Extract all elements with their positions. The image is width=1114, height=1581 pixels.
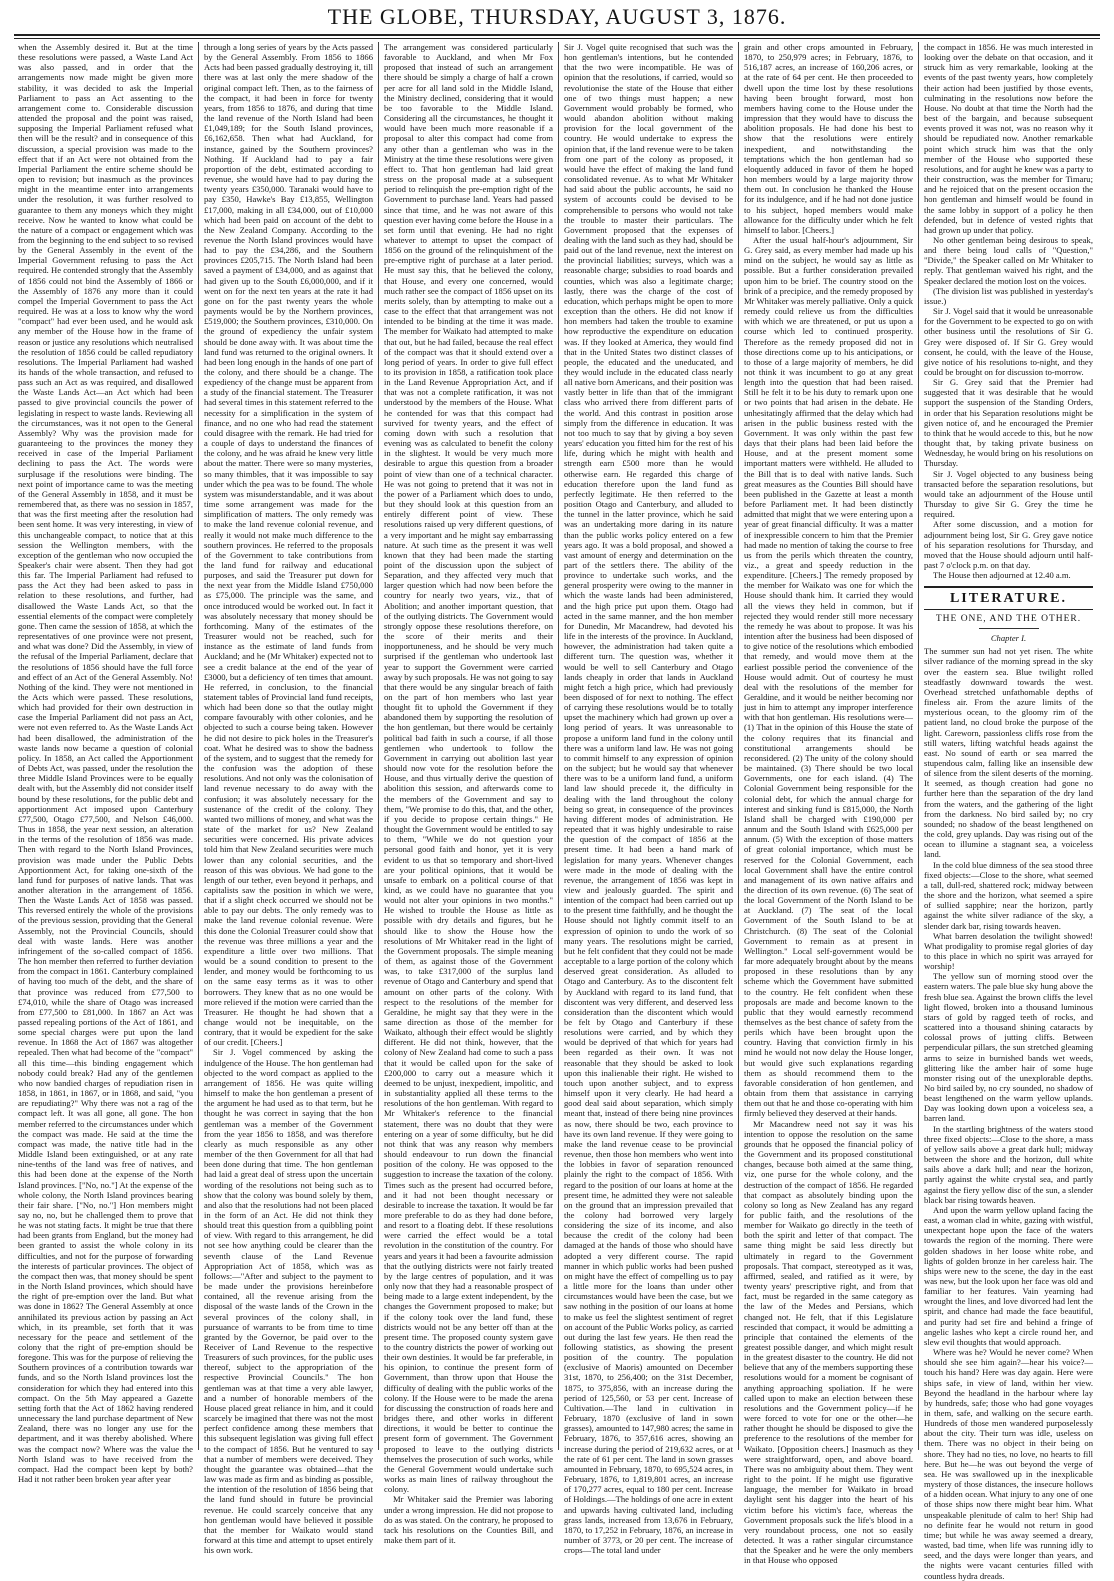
column-5 <box>738 42 918 1566</box>
article-paragraph: the compact in 1856. He was much interested in looking over the debate on that occasion, and it struck him as very remarkable, looking at the events of the past twenty years, how completely their action had been justified by those events, culminating in the resolutions now before the House. No doubt at that time the North had the best of the bargain, and because subsequent events proved it was not, was no reason why it should be repudiated now. Another remarkable point which struck him was that the only member of the House who supported these resolutions, and for aught he knew was a party to their construction, was the member for Timaru; and he rejoiced that on the present occasion the hon gentleman and himself would be found in the same lobby in support of a policy he then defended, but in defence of vested rights that had grown up under that policy. <box>924 42 1093 235</box>
story-paragraph: What barren desolation the twilight showed! What prodigality to promise regal glories of day to this place in which no spirit was arrayed for worship! <box>924 930 1093 972</box>
masthead-rule-thin <box>14 38 1100 39</box>
story-paragraph: And upon the warm yellow upland facing the east, a woman clad in white, gazing with wistful, unexpectant hope upon the face of the waters towards the region of the morning. There were golden shadows in her loose white robe, and lights of golden bronze in her careless hair. The ships were new to the scene, the day in the east was new, but the look upon her face was old and familiar to her features. Vain yearning had wrought the lines, and love divorced had lent the spirit, and chance had made the face beautiful, and purity had set fire and behind a fringe of angelic lashes who kept a circle round her, and slew evil thoughts that would approach. <box>924 1204 1093 1347</box>
article-paragraph: Mr Macandrew need not say it was his intention to oppose the resolution on the same grounds that he opposed the financial policy of the Government and its proposed constitutional changes, because both aimed at the same thing, viz, one purse for the whole colony, and the destruction of the compact of 1856. He regarded that compact as absolutely binding upon the colony so long as New Zealand has any regard for public faith, and the resolutions of the member for Waikato go directly in the teeth of both the spirit and letter of that compact. The same thing might be said less directly but ultimately in regard to the Government proposals. That compact, stereotyped as it was, affirmed, sealed, and ratified as it were, by twenty years' prescriptive right, and from that fact, must be regarded in the same category as the law of the Medes and Persians, which changed not. He felt, that if this Legislature rescinded that compact, it would be admitting a principle that contained the elements of the greatest possible danger, and which might result in the greatest disaster to the country. He did not believe that any of the members supporting these resolutions would for a moment be cognisant of anything approaching spoliation. If he were called upon to make an election between these resolutions and the Government policy—if he were forced to vote for one or the other—he rather thought he should be disposed to give the preference to the resolutions of the member for Waikato. [Opposition cheers.] Inasmuch as they were straightforward, open, and above board. There was no ambiguity about them. They went right to the point. If he might use figurative language, the member for Waikato in broad daylight sent his dagger into the heart of his victim before his victim's face, whereas the Government proposals suck the life's blood in a very roundabout process, one not so easily detected. It was a rather singular circumstance that the Speaker and he were the only members in that House who opposed <box>744 1118 913 1566</box>
column-1 <box>18 42 198 1485</box>
article-paragraph: Mr Whitaker said the Premier was laboring under a wrong impression. He did not propose to do as was stated. On the contrary, he proposed to tack his resolutions on the Counties Bill, and make them part of it. <box>384 1494 553 1545</box>
section-rule <box>924 586 1093 588</box>
article-paragraph: Sir J. Vogel said that it would be unreasonable for the Government to be expected to go on with other business until the resolutions of Sir G. Grey were disposed of. If Sir G. Grey would consent, he could, with the leave of the House, give notice of his resolutions to-night, and they could be brought on for discussion to-morrow. <box>924 306 1093 377</box>
article-paragraph: (The division list was published in yesterday's issue.) <box>924 285 1093 306</box>
article-paragraph: The House then adjourned at 12.40 a.m. <box>933 570 1071 581</box>
short-rule <box>979 628 1039 629</box>
article-paragraph: After the usual half-hour's adjournment, Sir G. Grey said, as every member had made up his mind on the subject, he would say as little as possible. But a further consideration prevailed upon him to be brief. The country stood on the brink of a precipice, and the remedy proposed by Mr Whitaker was merely palliative. Only a quick remedy could relieve us from the difficulties with which we are threatened, or put us upon a course which led to continued prosperity. Therefore as the remedy proposed did not in those directions come up to his anticipations, or to those of a large majority of members, he did not think it was incumbent to go at any great length into the question that had been raised. Still he felt it to be his duty to remark upon one or two points that had arisen in the debate. He unhesitatingly affirmed that the delay which had arisen in the public business rested with the Government. It was only within the past few days that their plans had been laid before the House, and at the present moment some important matters were withheld. He alluded to the Bill that is to deal with native lands. Such great measures as the Counties Bill should have been published in the Gazette at least a month before Parliament met. It had been distinctly admitted that might that we were entering upon a year of great financial difficulty. It was a matter of inexpressible concern to him that the Premier had made no mention of taking the course to free us from the perils which threaten the country, viz., a great and speedy reduction in the expenditure. [Cheers.] The remedy proposed by the member for Waikato was one for which the House should thank him. It carried they would all the views they held in common, but if rejected they would render still more necessary the remedy he was about to propose. It was his intention after the business had been disposed of to give notice of the resolutions which embodied that remedy, and would move them at the earliest possible period the convenience of the House would admit. Out of courtesy he must deal with the resolutions of the member for Geraldine, and it would be neither becoming nor just in him to attempt any improper interference with that hon gentleman. His resolutions were—(1) That in the opinion of this House the state of the colony requires that its financial and constitutional arrangements should be reconsidered. (2) The unity of the colony should be maintained. (3) There should be two local Governments, one for each island. (4) The Colonial Government being responsible for the colonial debt, for which the annual charge for interest and sinking fund is £815,000, the North Island shall be charged with £190,000 per annum and the South Island with £625,000 per annum. (5) With the exception of those matters of great colonial importance, which must be reserved for the Colonial Government, each local Government shall have the entire control and management of its own native affairs and the direction of its own revenue. (6) The seat of the local Government of the North Island to be at Auckland. (7) The seat of the local Government of the South Island to be at Christchurch. (8) The seat of the Colonial Government to remain as at present in Wellington." Local self-government would be far more adequately brought about by the means proposed in these resolutions than by any scheme which the Government have submitted to the country. He felt confident when these proposals are made and become known to the public that they would earnestly recommend themselves as the best chance of safety from the perils which have been brought upon the country. Having that conviction firmly in his mind he would not now delay the House longer, but would give such explanations regarding them as should recommend them to the favorable consideration of hon gentlemen, and obtain from them that assistance in carrying them out that he and those co-operating with him firmly believed they deserved at their hands. <box>744 234 913 1119</box>
masthead <box>14 2 1100 32</box>
article-paragraph: Sir G. Grey said that the Premier had suggested that it was desirable that he would support the suspension of the Standing Orders, in order that his Separation resolutions might be given notice of, and he encouraged the Premier to think that he would accede to this, but he now thought that, by taking private business on Wednesday, he would bring on his resolutions on Thursday. <box>924 377 1093 469</box>
article-paragraph: through a long series of years by the Acts passed by the General Assembly. From 1856 to 1866 Acts had been passed gradually destroying it, till there was at last only the mere shadow of the original compact left. Then, as to the fairness of the compact, it had been in force for twenty years, from 1856 to 1876, and during that time the land revenue of the North Island had been £1,049,189; for the South Island provinces, £6,162,658. Then what had Auckland, for instance, gained by the Southern provinces? Nothing. If Auckland had to pay a fair proportion of the debt, estimated according to revenue, she would have had to pay during the twenty years £350,000. Taranaki would have to pay £350, Hawke's Bay £13,855, Wellington £17,000, making in all £34,000, out of £10,000 which had been paid on account of the debt to the New Zealand Company. According to the revenue the North Island provinces would have had to pay the £34,286, and the Southern provinces £205,715. The North Island had been saved a payment of £34,000, and as against that had given up to the South £6,000,000, and if it went on for the next ten years at the rate it had gone on for the past twenty years the whole payments would be by the Northern provinces, £519,000; the Southern provinces, £310,000. On the ground of expediency the unfair system should be done away with. It was about time the land fund was returned to the original owners. It had been long enough in the hands of one part of the colony, and there should be a change. The expediency of the change must be apparent from a study of the financial statement. The Treasurer had several times in this statement referred to the necessity for a simplification in the system of finance, and no one who had read the statement could disagree with the remark. He had tried for a couple of days to understand the finances of the colony, and he was afraid he knew very little about the matter. There were so many mysteries, so many thimbles, that it was impossible to say under which the pea was to be found. The whole system was misunderstandable, and it was about time some arrangement was made for the simplification of matters. The only remedy was to make the land revenue colonial revenue, and really it would not make much difference to the southern provinces. He referred to the proposals of the Government to take contributions from the land fund for railway and educational purposes, and said the Treasurer put down for the next year from the Middle Island £750,000 as £75,000. The principle was the same, and once introduced would be worked out. In fact it was absolutely necessary that money should be forthcoming. Many of the estimates of the Treasurer would not be reached, such for instance as the estimate of land funds from Auckland; and he (Mr Whitaker) expected not to see a credit balance at the end of the year of £3000, but a deficiency of ten times that amount. He referred, in conclusion, to the financial statement tables of Provincial land fund receipts, which had been done so that the outlay might compare favourably with other colonies, and he objected to such a course being taken. However he did not desire to pick holes in the Treasurer's coat. What he desired was to show the badness of the system, and to suggest that the remedy for the confusion was the adoption of these resolutions. And not only was the colonisation of land revenue necessary to do away with the confusion; it was absolutely necessary for the sustenance of the credit of the colony. They wanted two millions of money, and what was the state of the market for us? New Zealand securities were concerned. His private advices told him that New Zealand securities were much lower than any colonial securities, and the reason of this was obvious. We had gone to the length of our tether, even beyond it perhaps, and capitalists saw the position in which we were, that if a slight check occurred we should not be able to pay our debts. The only remedy was to make the land revenue colonial revenue. Were this done the Colonial Treasurer could show that the revenue was three millions a year and the expenditure a little over two millions. That would be a sound condition to present to the lender, and money would be forthcoming to us on the same easy terms as it was to other borrowers. They knew that as no one would be more relieved if the motion were carried than the Treasurer. He thought he had shown that a change would not be inequitable, on the contrary, that it would be expedient for the sake of our credit. [Cheers.] <box>204 42 373 1048</box>
columns <box>18 42 1100 1581</box>
masthead-rule <box>14 34 1100 36</box>
article-paragraph: grain and other crops amounted in February, 1870, to 250,979 acres; in February, 1876, to 516,187 acres, an increase of 160,206 acres, or at the rate of 64 per cent. He then proceeded to dwell upon the time lost by these resolutions having been brought forward, most hon members having come to the House under the impression that they would have to discuss the abolition proposals. He had done his best to show that the resolutions were entirely inexpedient, and notwithstanding the temptations which the hon gentleman had so eloquently adduced in favor of them he hoped hon members would by a large majority throw them out. In conclusion he thanked the House for its indulgence, and if he had not done justice to his subject, hoped members would make allowance for the difficulty under which he felt himself to labor. [Cheers.] <box>744 42 913 235</box>
column-2 <box>198 42 378 1556</box>
article-paragraph: No other gentleman being desirous to speak, and there being loud calls of "Question," "Divide," the Speaker called on Mr Whitaker to reply. That gentleman waived his right, and the Speaker declared the motion lost on the voices. <box>924 234 1093 286</box>
column-3 <box>378 42 558 1545</box>
story-paragraph: The summer sun had not yet risen. The white silver radiance of the morning spread in the sky over the eastern sea. Blue twilight rolled steadfastly downward towards the west. Overhead stretched unfathomable depths of fineless air. From the azure limits of the mysterious ocean, to the gloomy rim of the patient land, no cloud broke the purpose of the light. Careworn, passionless cliffs rose from the still waters, lifting watchful heads against the east. No sound of earth or sea marred the stupendous calm, falling like an insensible dew of silence from the silent deserts of the morning. It seemed, as though creation had gone no further here than the separation of the dry land from the waters, and the gathering of the light from the darkness. No bird sailed by; no cry sounded; no shadow of the beast lengthened on the cold, grey uplands. Day was rising out of the ocean to illumine a stagnant sea, a voiceless land. <box>924 646 1093 860</box>
article-paragraph: when the Assembly desired it. But at the time these resolutions were passed, a Waste Land Act was also passed, and in order that the arrangements now made might be given more stability, it was decided to ask the Imperial Parliament to pass an Act assenting to the arrangement come to. Considerable discussion attended the proposal and the point was raised, supposing the Imperial Parliament refused what then will be the result? and in consequence of this discussion, a special provision was made to the effect that if an Act were not obtained from the Imperial Parliament the entire scheme should be open to revision; but inasmuch as the provinces might in the meantime enter into arrangements under the resolution, it was further resolved to guarantee to them any moneys which they might receive. Now he wanted to know what could be the nature of a compact or engagement which was from the beginning to the end subject to so revised by the General Assembly in the event of the Imperial Government refusing to pass the Act required. He contended strongly that the Assembly of 1856 could not bind the Assembly of 1866 or the Assembly of 1876 any more than it could compel the Imperial Government to pass the Act required. He was at a loss to know why the word "compact" had ever been used, and he would ask any member of the House how in the frame of reason or justice any resolutions which neutralised the resolution of 1856 could be called repudiatory resolutions. The Imperial Parliament had washed its hands of the whole transaction, and refused to pass such an Act as was required, and disallowed the Waste Lands Act—an Act which had been passed to give provincial councils the power of legislating in respect to waste lands. Reviewing all the circumstances, was it not open to the General Assembly? Why was the provision made for guaranteeing to the provinces the money they received in case of the Imperial Parliament declining to pass the Act. The words were surplusage if the resolutions were binding. The next point of importance came to was the meeting of the General Assembly in 1858, and it must be remembered that, as there was no session in 1857, that was the first meeting after the resolution had been sent home. It was very interesting, in view of this unchangeable compact, to notice that at this session the Wellington members, with the exception of the gentleman who now occupied the Speaker's chair were absent. Then they had got this far. The Imperial Parliament had refused to pass the Act they had been asked to pass in relation to these resolutions, and further, had disallowed the Waste Lands Act, so that the essential elements of the compact were completely gone. Then came the session of 1858, at which the representatives of one province were not present, and what was done? Did the Assembly, in view of the refusal of the Imperial Parliament, declare that the resolutions of 1856 should have the full force and effect of an Act of the General Assembly. No! Nothing of the kind. They were not mentioned in the Acts which were passed. These resolutions, which had provided for their own destruction in case the Imperial Parliament did not pass an Act, were not even referred to. As the Waste Lands Act had been disallowed, the administration of the waste lands now became a question of colonial policy. In 1858, an Act called the Apportionment of Debts Act, was passed, under the resolution the three Middle Island Provinces were to be equally dealt with, but the Assembly did not consider itself bound by these resolutions, for the public debt and apportionment Act imposed upon Canterbury £77,500, Otago £77,500, and Nelson £46,000. Thus in 1858, the year next session, an alteration in the terms of the resolution of 1856 was made. Then with regard to the North Island Provinces, provision was made under the Public Debts Apportionment Act, for taking one-sixth of the land fund for purposes of native lands. That was another alteration in the arrangement of 1856. Then the Waste Lands Act of 1858 was passed. This reversed entirely the whole of the provisions of the previous session, providing that the General Assembly, not the Provincial Councils, should deal with waste lands. Here was another infringement of the so-called compact of 1856. The hon member then referred to further deviation from the compact in 1861. Canterbury complained of having too much of the debt, and the share of that province was reduced from £77,500 to £74,010, while the share of Otago was increased from £77,500 to £81,000. In 1867 an Act was passed repealing portions of the Act of 1861, and some special charges were put upon the land revenue. In 1868 the Act of 1867 was altogether repealed. Then what had become of the "compact" all this time—this binding engagement which nobody could break? Had any of the gentlemen who now bandied charges of repudiation risen in 1858, in 1861, in 1867, or in 1868, and said, "you are repudiating?" Why there was not a rag of the compact left. It was all gone, all gone. The hon member referred to the circumstances under which the compact was made. He said at the time the compact was made, the native title had in the Middle Island been extinguished, or at any rate nine-tenths of the land was free of natives, and this had been done at the expense of the North Island provinces. ["No, no."] At the expense of the whole colony, the North Island provinces bearing their fair share. ["No, no."] Hon members might say no, no, but he challenged them to prove that he was not stating facts. It might be true that there had been grants from England, but the money had been granted to assist the whole colony in its difficulties, and not for the purpose of forwarding the interests of particular provinces. The object of the compact then was, that money should be spent in the North Island provinces, which should have the right of pre-emption over the land. But what was done in 1862? The General Assembly at once annihilated its previous action by passing an Act which, in its preamble, set forth that it was necessary for the peace and settlement of the colony that the right of pre-emption should be foregone. This was for the purpose of relieving the Southern provinces of a contribution towards war funds, and so the North Island provinces lost the consideration for which they had entered into this compact. On the 5th May appeared a Gazette setting forth that the Act of 1862 having rendered unnecessary the land purchase department of New Zealand, there was no longer any use for the department, and it was thereby abolished. Where was the compact now? Where was the value the North Island was to have received from the compact. Had the compact been kept by both? Had it not rather been broken year after year <box>18 42 193 1485</box>
section-rule-thin <box>924 609 1093 610</box>
article-paragraph: Sir J. Vogel commenced by asking the indulgence of the House. The hon gentleman had objected to the word compact as applied to the arrangement of 1856. He was quite willing himself to make the hon gentleman a present of the argument he had used as to that term, but he thought he was correct in saying that the hon gentleman was a member of the Government from the year 1856 to 1858, and was therefore clearly as much responsible as any other member of the then Government for all that had been done during that time. The hon gentleman had laid a great deal of stress upon the uncertain wording of the resolutions not being such as to show that the colony was bound solely by them, and also that the resolutions had not been placed in the form of an Act. He did not think they should treat this question from a quibbling point of view. With regard to this arrangement, he did not see how anything could be clearer than the seventh clause of the Land Revenue Appropriation Act of 1858, which was as follows:—"After and subject to the payment to be made under the provisions hereinbefore contained, all the revenue arising from the disposal of the waste lands of the Crown in the several provinces of the colony shall, in pursuance of warrants to be from time to time granted by the Governor, be paid over to the Receiver of Land Revenue to the respective Treasurers of such provinces, for the public uses thereof, subject to the appropriation of the respective Provincial Councils." The hon gentleman was at that time a very able lawyer, and a number of honorable members of the House placed great reliance in him, and it could scarcely be imagined that there was not the most perfect confidence among these members that this subsequent legislation was giving full effect to the compact of 1856. But he ventured to say that a number of members were deceived. They thought the guarantee was obtained—that the law was made as firm and as binding as possible, the intention of the resolution of 1856 being that the land fund should in future be provincial revenue. He could scarcely conceive that any hon gentleman would have believed it possible that the member for Waikato would stand forward at this time and attempt to upset entirely his own work. <box>204 1047 373 1556</box>
column-6 <box>918 42 1098 1581</box>
article-paragraph: The arrangement was considered particularly favorable to Auckland, and when Mr Fox proposed that instead of such an arrangement there should be simply a charge of half a crown per acre for all land sold in the Middle Island, the Ministry declined, considering that it would be too favorable to the Middle Island. Considering all the circumstances, he thought it would have been much more reasonable if a proposal to alter this compact had come from any other than a gentleman who was in the Ministry at the time these resolutions were given effect to. That hon gentleman had laid great stress on the proposal made at a subsequent period to relinquish the pre-emption right of the Government to purchase land. Years had passed since that time, and he was not aware of this question ever having come before the House in a set form until that evening. He had no right whatever to attempt to upset the compact of 1856 on the ground of the relinquishment of the pre-emptive right of purchase at a later period. He must say this, that he believed the colony, that House, and every one concerned, would much rather see the compact of 1856 upset on its merits solely, than by attempting to make out a case to the effect that that arrangement was not intended to be binding at the time it was made. The member for Waikato had attempted to make that out, but he had failed, because the real effect of the compact was that it should extend over a long period of years. In order to give full effect to its provision in 1858, a ratification took place in the Land Revenue Appropriation Act, and if that was not a complete ratification, it was not understood by the members of the House. What he contended for was that this compact had survived for twenty years, and the effect of coming down with such a resolution that evening was as calculated to benefit the colony in the slightest. It would be very much more desirable to argue this question from a broader point of view than one of a technical character. He was not going to pretend that it was not in the power of a Parliament which does to undo, but they should look at this question from an entirely different point of view. These resolutions raised up very different questions, of a very important and he might say embarrassing nature. At such time as the present it was well known that they had been made the starting point of the discussion upon the subject of Separation, and they affected very much that larger question which had now been before the country for nearly two years, viz., that of Abolition; and another important question, that of the outlying districts. The Government would strongly oppose these resolutions therefore, on the score of their merits and their inopportuneness, and he should be very much surprised if the gentleman who undertook last year to support the Government were carried away by such proposals. He was not going to say that there would be any singular breach of faith on the part of hon members who last year thought fit to uphold the Government if they abandoned them by supporting the resolution of the hon gentleman, but there would be certainly political bad faith in such a course, if all those gentlemen who undertook to follow the Government in carrying out abolition last year should now vote for the resolution before the House, and thus virtually derive the question of abolition this session, and afterwards come to the members of the Government and say to them, "We promise to do this, that, and the other, if you decide to propose certain things." He thought the Government would be entitled to say to them, "While we do not question your personal good faith and honor, yet it is very evident to us that so temporary and short-lived are your political opinions, that it would be unsafe to embark on a political course of that kind, as we could have no guarantee that you would not alter your opinions in two months." He wished to trouble the House as little as possible with dry details and figures, but he should like to show the House how the resolutions of Mr Whitaker read in the light of the Government proposals. The simple meaning of them, as against those of the Government was, to take £317,000 of the surplus land revenue of Otago and Canterbury and spend that amount on other parts of the colony. With respect to the resolutions of the member for Geraldine, he might say that they were in the same direction as those of the member for Waikato, although their effect would be slightly different. He did not think, however, that the colony of New Zealand had come to such a pass that it would be called upon for the sake of £200,000 to carry out a measure which it deemed to be unjust, inexpedient, impolitic, and in substantiality applied all these terms to the resolutions of the hon gentleman. With regard to Mr Whitaker's reference to the financial statement, there was no doubt that they were entering on a year of some difficulty, but he did not think that was any reason why members should endeavour to run down the financial position of the colony. He was opposed to the suggestion to increase the taxation of the colony. Times such as the present had occurred before, and it had not been thought necessary or desirable to increase the taxation. It would be far more preferable to do as they had done before, and resort to a floating debt. If these resolutions were carried the effect would be a total revolution in the constitution of the country. For years and years it had been a favourite admission that the outlying districts were not fairly treated by the large centres of population, and it was only now that they had a reasonable prospect of being made to a large extent independent, by the changes the Government proposed to make; but if the colony took over the land fund, these districts would not be any better off than at the present time. The proposed county system gave to the country districts the power of working out their own destinies. It would be far preferable, in his opinion, to continue the present form of Government, than throw upon that House the difficulty of dealing with the public works of the colony. If the House were to be made the arena for discussing the construction of roads here and bridges there, and other works in different directions, it would be better to continue the present form of government. The Government proposed to leave to the outlying districts themselves the prosecution of such works, while the General Government would undertake such works as main lines of railway throughout the colony. <box>384 42 553 1495</box>
article-paragraph: After some discussion, and a motion for adjournment being lost, Sir G. Grey gave notice of his separation resolutions for Thursday, and moved that the House should adjourn until half-past 7 o'clock p.m. on that day. <box>924 519 1093 570</box>
article-paragraph: Sir J. Vogel objected to any business being transacted before the separation resolutions, but would take an adjournment of the House until Thursday to give Sir G. Grey the time he required. <box>924 468 1093 520</box>
story-paragraph: Where was he? Would he never come? When should she see him again?—hear his voice?—touch his hand? Here was day again. Here were ships safe, in view of land, within her view. Beyond the headland in the harbour where lay by hundreds, safe; those who had gone voyages in them, safe, and walking on the secure earth. Hundreds of those men wandered purposelessly about the city. Their turn was idle, useless on them. There was no object in their being on shore. They had no ties, no love, no hearts to fill here. But he—he was out beyond the verge of sea. He was swallowed up in the inexplicable mystery of those distances, the insecure hollows of a hidden ocean. What injury to any one of one of those ships now there might bear him. What unspeakable plenitude of calm to her! Ship had no definite fear he would not return in good time; but while he was away seemed a dreary, wasted, bad time, when life was running idly to seed, and the days were longer than years, and the nights were vacant centuries filled with countless hydra dreads. <box>924 1347 1093 1581</box>
story-paragraph: In the cold blue dimness of the sea stood three fixed objects:—Close to the shore, what seemed a tall, dull-red, shattered rock; midway between the shore and the horizon, what seemed a spire of sullied sapphire; near the horizon, partly against the white silver radiance of the sky, a slender dark bar, rising towards heaven. <box>924 859 1093 931</box>
story-paragraph: In the startling brightness of the waters stood three fixed objects:—Close to the shore, a mass of yellow sails above a great dark hull; midway between the shore and the horizon, dull white sails above a dark hull; and near the horizon, partly against the white crystal sea, and partly against the fiery yellow disc of the sun, a slender black bar rising towards heaven. <box>924 1123 1093 1205</box>
section-heading: LITERATURE. <box>949 591 1068 607</box>
story-paragraph: The yellow sun of morning stood over the eastern waters. The pale blue sky hung above the fresh blue sea. Against the brown cliffs the level light flowed, broken into a thousand luminous stars of gold by ragged teeth of rocks, and scattered into a thousand shining cataracts by colossal prows of jutting cliffs. Between perpendicular pillars, the sun stretched gleaming arms to seize in burnished bands wet weeds, glittering like the amber hair of some huge monster rising out of the unexplorable depths. No bird sailed by, no cry sounded, no shadow of beast lengthened on the warm yellow uplands. Day was looking down upon a voiceless sea, a barren land. <box>924 971 1093 1124</box>
column-4 <box>558 42 738 1556</box>
chapter-heading: Chapter I. <box>990 633 1027 644</box>
story-title: THE ONE, AND THE OTHER. <box>935 614 1082 625</box>
article-paragraph: Sir J. Vogel quite recognised that such was the hon gentleman's intentions, but he contended that the two were incompatible. He was of opinion that the resolutions, if carried, would so revolutionise the state of the House that either one of two things must happen; a new Government would probably be formed, who would abandon abolition without making provision for the local government of the country. He would undertake to express the opinion that, if the land revenue were to be taken from one part of the colony as proposed, it would have the effect of making the land fund consolidated revenue. As to what Mr Whitaker had said about the public accounts, he said no system of accounts could be devised to be comprehensible to persons who would not take the trouble to master their particulars. The Government proposed that the expenses of dealing with the land such as they had, should be paid out of the land revenue, next the interest on the provincial liabilities; surveys, which was a reasonable charge; subsidies to road boards and counties, which was also a legitimate charge; lastly, there was the charge of the cost of education, which perhaps might be open to more exception than the others. He did not know if hon members had taken the trouble to examine how reproductive the expenditure on education was. If they looked at America, they would find that in the United States two distinct classes of people, the educated and the uneducated, and they would include in the educated class nearly all native born Americans, and their position was vastly better in life than that of the immigrant class who arrived there from different parts of the world. And this contrast in position arose simply from the difference in education. It was not too much to say that by giving a boy seven years' education you fitted him for the rest of his life, during which he might with health and strength earn £500 more than he would otherwise earn. He regarded this charge of education therefore upon the land fund as perfectly legitimate. He then referred to the position Otago and Canterbury, and alluded to the tunnel in the latter province, which he said was an undertaking more daring in its nature than the public works policy entered on a few years ago. It was a bold proposal, and showed a vast amount of energy and determination on the part of the settlers there. The ability of the province to undertake such works, and the general prosperity were owing to the manner in which the waste lands had been administered, and the high price put upon them. Otago had acted in the same manner, and the hon member for Dunedin, Mr Macandrew, had devoted his life in the interests of the province. In Auckland, however, the administration had taken quite a different turn. The question was, whether it would be well to sell Canterbury and Otago lands cheaply in order that lands in Auckland might fetch a high price, which had previously been disposed of for next to nothing. The effect of carrying these resolutions would be to totally upset the machinery which had grown up over a long period of years. It was unreasonable to propose a uniform land fund in the colony until there was a uniform land law. He was not going to commit himself to any expression of opinion on the subject; but he would say that whenever there was to be a uniform land fund, a uniform land law should precede it, the difficulty in dealing with the land throughout the colony being so great, in consequence of the provinces having different modes of administration. He repeated that it was highly undesirable to raise the question of the compact of 1856 at the present time. It had been a hand mark of legislation for many years. Whenever changes were made in the mode of dealing with the revenue, the arrangement of 1856 was kept in view and jealously guarded. The spirit and intention of the compact had been carried out up to the present time faithfully, and he thought the House should not lightly commit itself to an expression of opinion to undo the work of so many years. The resolutions might be carried, but he felt confident that they could not be made acceptable to a large portion of the colony which deserved great consideration. As alluded to Otago and Canterbury. As to the discontent felt by Auckland with regard to its land fund, that discontent was very different, and deserved less consideration than the discontent which would be felt by Otago and Canterbury if these resolutions were carried, and by which they would be deprived of that which for years had been regarded as their own. It was not reasonable that they should be asked to look upon this inalienable their right. He wished to touch upon another subject, and to express himself upon it very clearly. He had heard a good deal said about separation, which simply meant that, instead of there being nine provinces as now, there should be two, each province to have its own land revenue. If they were going to make the land revenue cease to be provincial revenue, then those hon members who went into the lobbies in favor of separation renounced plainly the right to the compact of 1856. With regard to the position of our loans at home at the present time, he admitted they were not saleable on the ground that an impression prevailed that the colony had borrowed very largely considering the size of its income, and also because the credit of the colony had been damaged at the hands of those who should have adopted a very different course. The rapid manner in which public works had been pushed on might have the effect of compelling us to pay a little more for the loans than under other circumstances would have been the case, but we saw nothing in the position of our loans at home to make us feel the slightest sentiment of regret on account of the Public Works policy, as carried out during the last few years. He then read the following statistics, as showing the present position of the country. The population (exclusive of Maoris) amounted on December 31st, 1870, to 256,400; on the 31st December, 1875, to 375,856, with an increase during the period of 125,560, or 53 per cent. Increase of Cultivation.—The land in cultivation in February, 1870 (exclusive of land in sown grasses), amounted to 147,980 acres; the same in February, 1876, to 357,616 acres, showing an increase during the period of 219,632 acres, or at the rate of 61 per cent. The land in sown grasses amounted in February, 1870, to 695,524 acres, in February, 1876, to 1,819,801 acres, an increase of 170,277 acres, equal to 180 per cent. Increase of Holdings.—The holdings of one acre in extent and upwards having cultivated land, including grass lands, increased from 13,676 in February, 1870, to 17,252 in February, 1876, an increase in number of 3773, or 20 per cent. The increase of crops—The total land under <box>564 42 733 1556</box>
masthead-title: THE GLOBE, THURSDAY, AUGUST 3, 1876. <box>327 4 787 29</box>
